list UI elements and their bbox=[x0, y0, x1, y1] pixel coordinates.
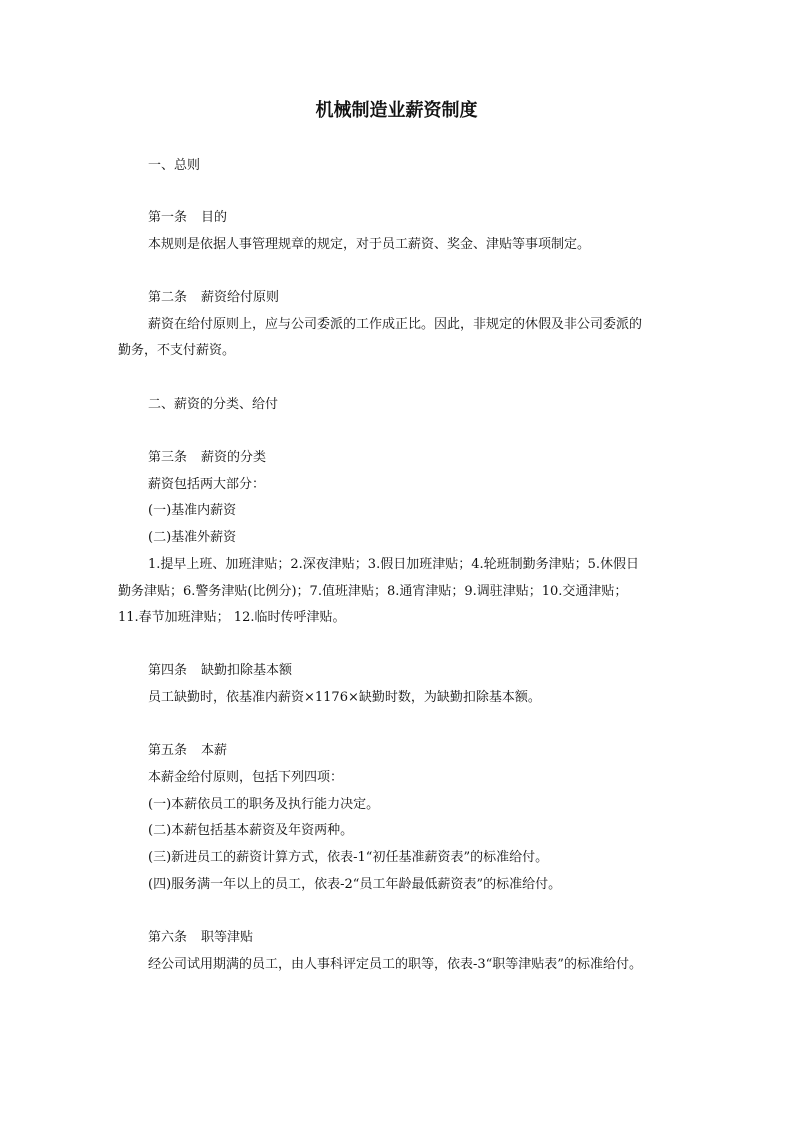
article-3-text-line-3: (二)基准外薪资 bbox=[148, 530, 237, 545]
article-5-text-line-5: (四)服务满一年以上的员工，依表-2“员工年龄最低薪资表”的标准给付。 bbox=[148, 877, 562, 892]
article-1-text: 本规则是依据人事管理规章的规定，对于员工薪资、奖金、津贴等事项制定。 bbox=[148, 237, 591, 252]
article-1-name: 目的 bbox=[201, 210, 228, 225]
section-heading-general: 一、总则 bbox=[148, 158, 201, 173]
article-6-text: 经公司试用期满的员工，由人事科评定员工的职等，依表-3“职等津贴表”的标准给付。 bbox=[148, 957, 642, 972]
article-1-heading bbox=[148, 208, 227, 228]
article-6-name: 职等津贴 bbox=[201, 930, 254, 945]
article-5-text-line-1: 本薪金给付原则，包括下列四项： bbox=[148, 770, 344, 785]
article-5-number: 第五条 bbox=[148, 743, 188, 758]
article-5-heading bbox=[148, 741, 227, 761]
article-3-text-line-6: 11.春节加班津贴； 12.临时传呼津贴。 bbox=[118, 610, 346, 625]
article-2-text-line-1: 薪资在给付原则上，应与公司委派的工作成正比。因此，非规定的休假及非公司委派的 bbox=[148, 317, 643, 332]
section-heading-salary-classification: 二、薪资的分类、给付 bbox=[148, 397, 279, 412]
article-3-text-line-2: (一)基准内薪资 bbox=[148, 503, 237, 518]
article-1-number: 第一条 bbox=[148, 210, 188, 225]
article-3-number: 第三条 bbox=[148, 450, 188, 465]
article-2-name: 薪资给付原则 bbox=[201, 290, 280, 305]
article-6-number: 第六条 bbox=[148, 930, 188, 945]
article-3-text-line-4: 1.提早上班、加班津贴；2.深夜津贴；3.假日加班津贴；4.轮班制勤务津贴；5.休假日 bbox=[148, 557, 640, 572]
article-4-heading bbox=[148, 661, 292, 681]
article-4-number: 第四条 bbox=[148, 663, 188, 678]
article-2-heading bbox=[148, 288, 279, 308]
article-5-text-line-3: (二)本薪包括基本薪资及年资两种。 bbox=[148, 823, 354, 838]
article-2-text-line-2: 勤务，不支付薪资。 bbox=[118, 343, 236, 358]
article-5-text-line-4: (三)新进员工的薪资计算方式，依表-1“初任基准薪资表”的标准给付。 bbox=[148, 850, 549, 865]
article-3-heading bbox=[148, 448, 266, 468]
article-2-number: 第二条 bbox=[148, 290, 188, 305]
article-5-name: 本薪 bbox=[201, 743, 228, 758]
document-title: 机械制造业薪资制度 bbox=[315, 100, 478, 121]
article-3-name: 薪资的分类 bbox=[201, 450, 267, 465]
article-3-text-line-5: 勤务津贴；6.警务津贴(比例分)；7.值班津贴；8.通宵津贴；9.调驻津贴；10.交通津贴； bbox=[118, 584, 628, 599]
article-5-text-line-2: (一)本薪依员工的职务及执行能力决定。 bbox=[148, 797, 380, 812]
article-4-text: 员工缺勤时，依基准内薪资×1176×缺勤时数，为缺勤扣除基本额。 bbox=[148, 690, 541, 705]
article-3-text-line-1: 薪资包括两大部分： bbox=[148, 477, 266, 492]
article-4-name: 缺勤扣除基本额 bbox=[201, 663, 293, 678]
article-6-heading bbox=[148, 928, 253, 948]
